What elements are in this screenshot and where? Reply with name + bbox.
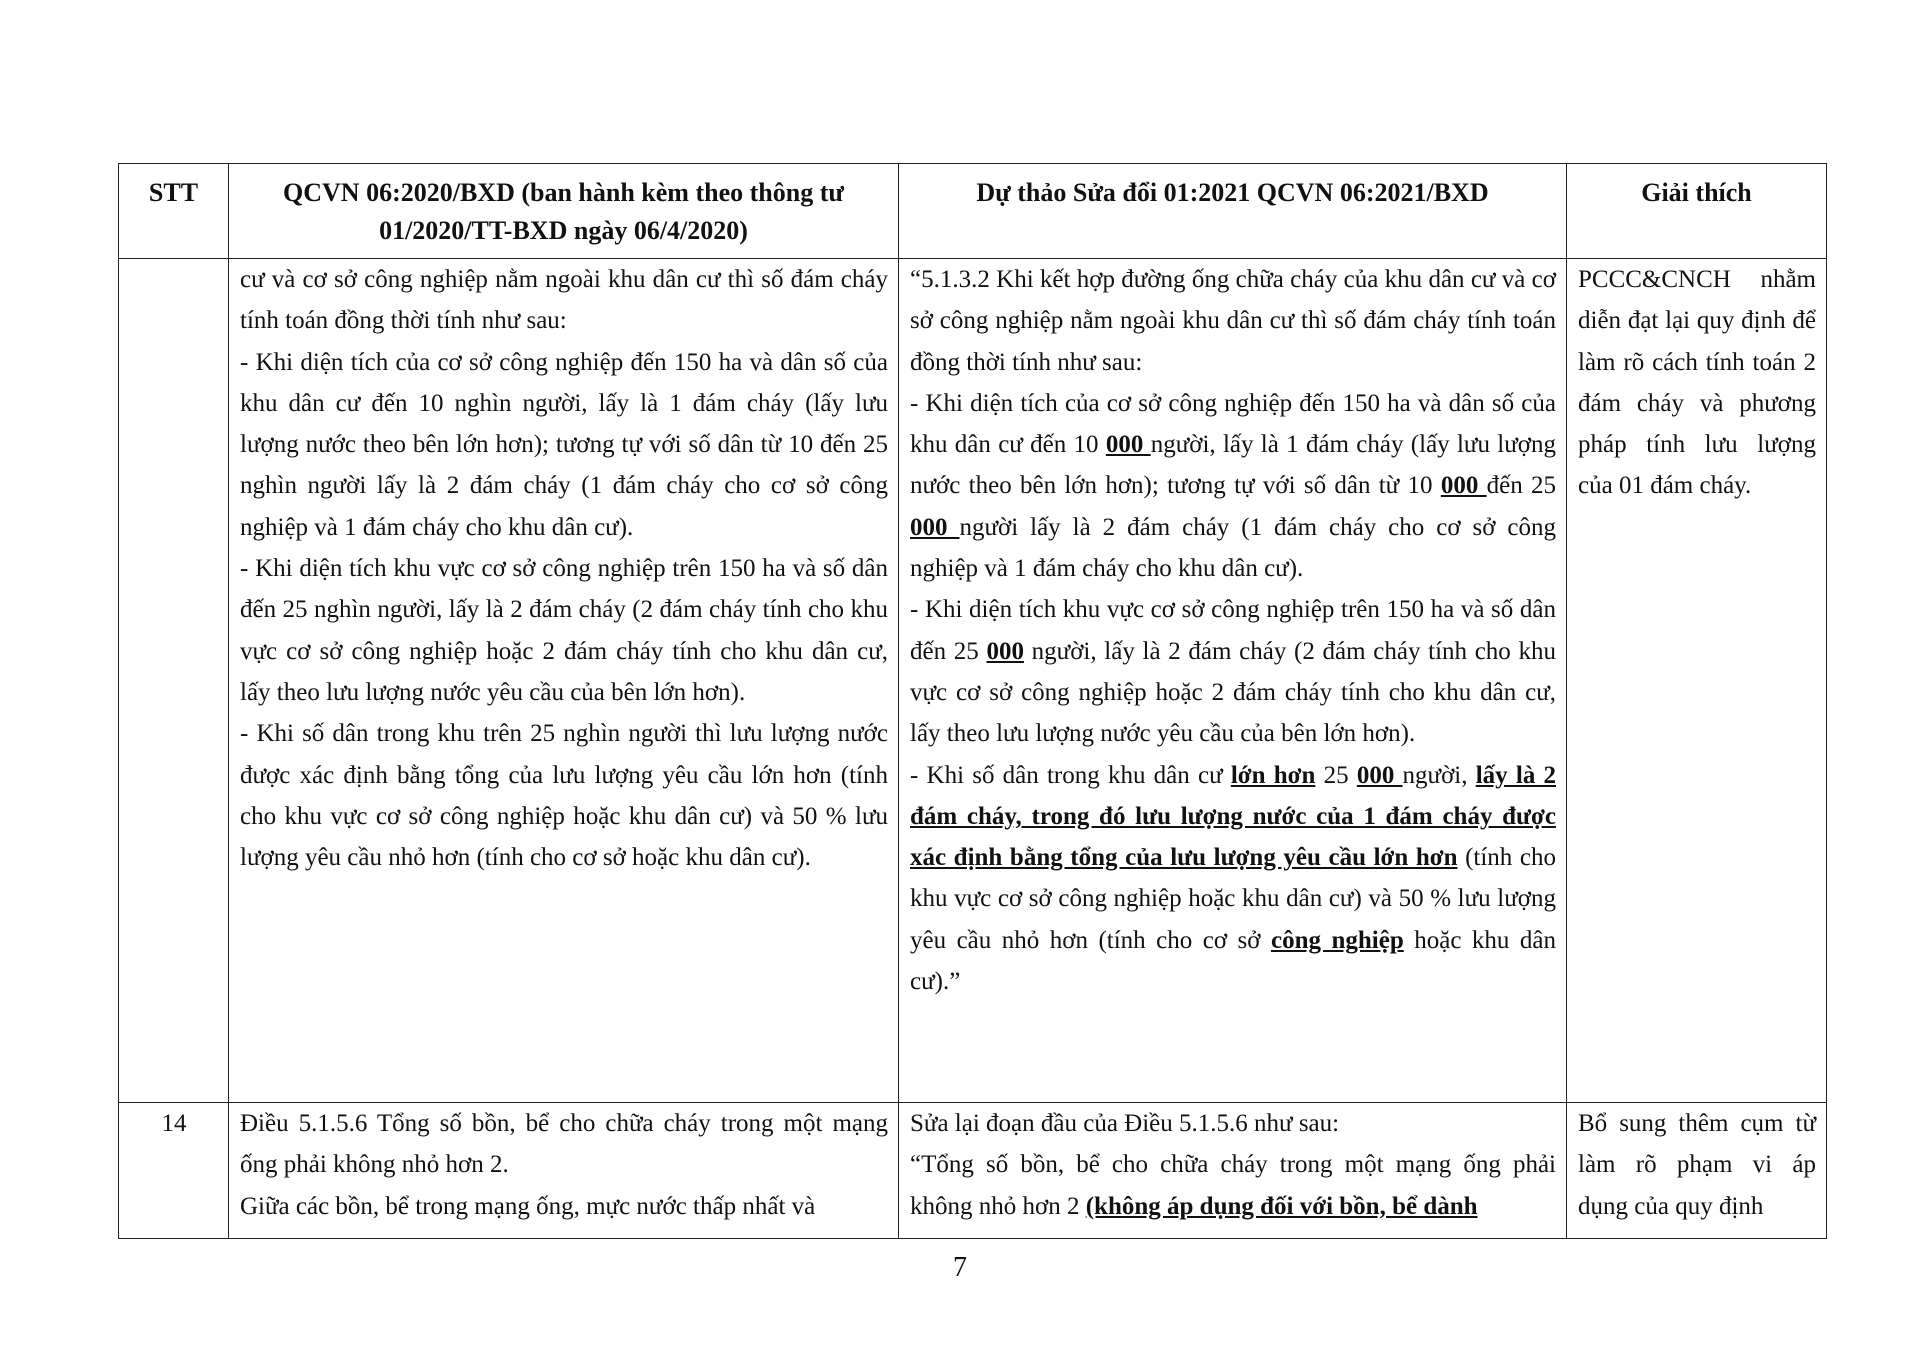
text-run: - Khi số dân trong khu dân cư [910, 761, 1231, 789]
header-old-regulation: QCVN 06:2020/BXD (ban hành kèm theo thông tư 01/2020/TT-BXD ngày 06/4/2020) [229, 164, 899, 259]
draft-paragraph: Sửa lại đoạn đầu của Điều 5.1.5.6 như sau: [910, 1110, 1340, 1137]
amended-text: 000 [910, 513, 960, 541]
old-regulation-cell [229, 259, 899, 1103]
old-regulation-cell [229, 1103, 899, 1239]
draft-paragraph [910, 1144, 1556, 1227]
header-stt: STT [119, 164, 229, 259]
text-run: người, lấy là 1 đám cháy (lấy lưu lượng nước theo bên lớn hơn); tương tự với số dân từ 10 [910, 431, 1556, 500]
amended-text: 000 [1440, 472, 1487, 500]
text-run: - Khi diện tích của cơ sở công nghiệp đến 150 ha và dân số của khu dân cư đến 10 [910, 389, 1556, 459]
text-run: đến 25 [1486, 472, 1556, 500]
row-stt [119, 259, 229, 1103]
old-paragraph: Giữa các bồn, bể trong mạng ống, mực nước thấp nhất và [240, 1192, 816, 1220]
old-paragraph: - Khi diện tích khu vực cơ sở công nghiệp trên 150 ha và số dân đến 25 nghìn người, lấy là 2 đám cháy (2 đám cháy tính cho khu vực cơ sở công nghiệp hoặc 2 đám cháy tính cho khu dân cư, lấy theo lưu lượng nước yêu cầu của bên lớn hơn). [240, 555, 888, 706]
text-run: - Khi diện tích khu vực cơ sở công nghiệp trên 150 ha và số dân đến 25 [910, 596, 1556, 665]
draft-paragraph [910, 755, 1556, 1003]
table-header-row [119, 164, 1827, 259]
amended-text: 000 [986, 637, 1024, 665]
text-run: người lấy là 2 đám cháy (1 đám cháy cho cơ sở công nghiệp và 1 đám cháy cho khu dân cư). [910, 513, 1557, 583]
draft-paragraph [910, 589, 1556, 754]
old-paragraph: - Khi diện tích của cơ sở công nghiệp đến 150 ha và dân số của khu dân cư đến 10 nghìn người, lấy là 1 đám cháy (lấy lưu lượng nước theo bên lớn hơn); tương tự với số dân từ 10 đến 25 nghìn người lấy là 2 đám cháy (1 đám cháy cho cơ sở công nghiệp và 1 đám cháy cho khu dân cư). [240, 348, 888, 541]
text-run: “Tổng số bồn, bể cho chữa cháy trong một mạng ống phải không nhỏ hơn 2 [910, 1151, 1556, 1220]
text-run: người, lấy là 2 đám cháy (2 đám cháy tính cho khu vực cơ sở công nghiệp hoặc 2 đám cháy tính cho khu dân cư, lấy theo lưu lượng nước yêu cầu của bên lớn hơn). [910, 637, 1556, 748]
table-row [119, 259, 1827, 1103]
old-paragraph: - Khi số dân trong khu trên 25 nghìn người thì lưu lượng nước được xác định bằng tổng của lưu lượng yêu cầu lớn hơn (tính cho khu vực cơ sở công nghiệp hoặc khu dân cư) và 50 % lưu lượng yêu cầu nhỏ hơn (tính cho cơ sở hoặc khu dân cư). [240, 720, 888, 872]
header-explanation: Giải thích [1567, 164, 1827, 259]
old-paragraph: cư và cơ sở công nghiệp nằm ngoài khu dân cư thì số đám cháy tính toán đồng thời tính như sau: [240, 266, 888, 335]
table-row [119, 1103, 1827, 1239]
amended-text: 000 [1105, 431, 1151, 459]
explanation-text: Bổ sung thêm cụm từ làm rõ phạm vi áp dụng của quy định [1578, 1110, 1816, 1220]
explanation-cell [1567, 1103, 1827, 1239]
row-stt: 14 [119, 1103, 229, 1239]
text-run: (tính cho khu vực cơ sở công nghiệp hoặc khu dân cư) và 50 % lưu lượng yêu cầu nhỏ hơn (tính cho cơ sở [910, 844, 1556, 954]
amended-text: 000 [1356, 761, 1403, 789]
draft-amendment-cell [899, 1103, 1567, 1239]
old-paragraph: Điều 5.1.5.6 Tổng số bồn, bể cho chữa cháy trong một mạng ống phải không nhỏ hơn 2. [240, 1110, 888, 1179]
draft-paragraph [910, 383, 1556, 589]
amended-text: (không áp dụng đối với bồn, bể dành [1085, 1192, 1478, 1220]
draft-amendment-cell [899, 259, 1567, 1103]
text-run: 25 [1315, 761, 1357, 789]
page-number: 7 [953, 1252, 967, 1283]
draft-paragraph: “5.1.3.2 Khi kết hợp đường ống chữa cháy của khu dân cư và cơ sở công nghiệp nằm ngoài khu dân cư thì số đám cháy tính toán đồng thời tính như sau: [910, 266, 1556, 376]
comparison-table [118, 163, 1827, 1239]
amended-text: lấy là 2 đám cháy, trong đó lưu lượng nước của 1 đám cháy được xác định bằng tổng của lưu lượng yêu cầu lớn hơn [910, 761, 1557, 872]
explanation-cell [1567, 259, 1827, 1103]
amended-text: công nghiệp [1270, 926, 1404, 954]
text-run: người, [1402, 761, 1476, 789]
amended-text: lớn hơn [1230, 761, 1316, 789]
explanation-text: PCCC&CNCH nhằm diễn đạt lại quy định để làm rõ cách tính toán 2 đám cháy và phương pháp tính lưu lượng của 01 đám cháy. [1578, 266, 1816, 500]
text-run: hoặc khu dân cư).” [910, 926, 1556, 996]
header-draft-amendment: Dự thảo Sửa đổi 01:2021 QCVN 06:2021/BXD [899, 164, 1567, 259]
